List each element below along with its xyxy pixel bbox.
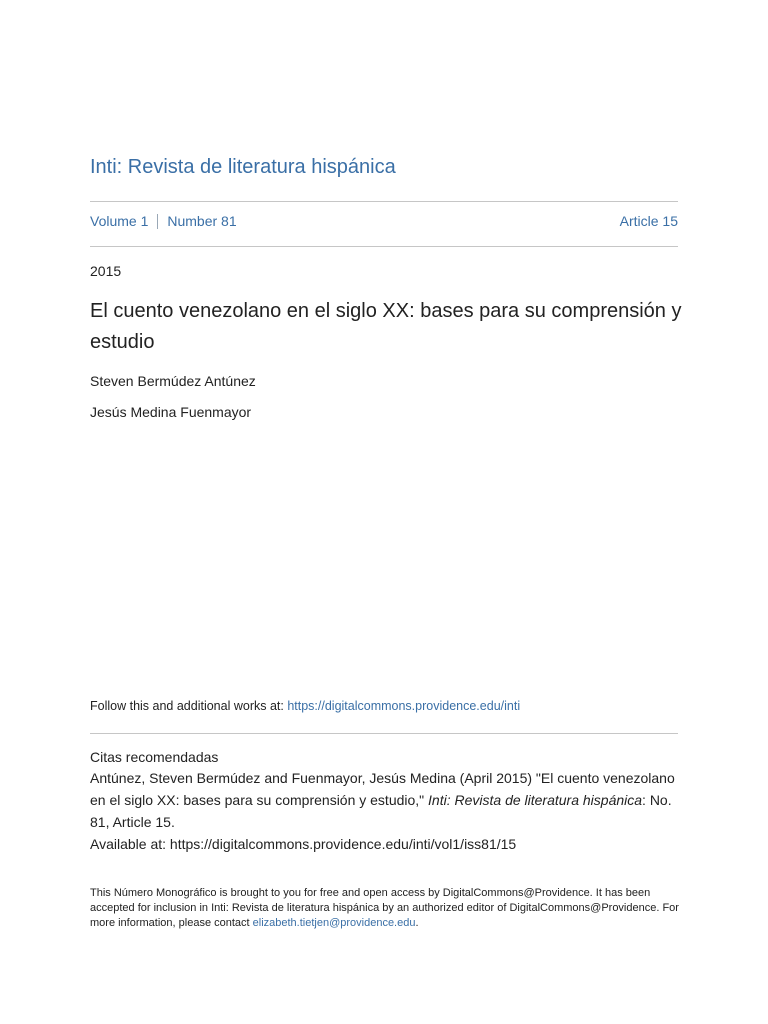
footer-text: This Número Monográfico is brought to you for free and open access by DigitalCommons@Providence. It has been accepted for inclusion in Inti: Revista de literatura hispánica by an authorized editor of DigitalCommons@Providence. For more information, please contact [90, 887, 679, 929]
journal-title-link[interactable]: Inti: Revista de literatura hispánica [90, 156, 396, 178]
paper-title: El cuento venezolano en el siglo XX: bases para su comprensión y estudio [90, 300, 682, 353]
footer-end: . [415, 917, 419, 929]
citation-tail: : No. 81, Article 15. [90, 792, 672, 830]
volume-link[interactable]: Volume 1 [90, 213, 149, 229]
author-1: Steven Bermúdez Antúnez [90, 373, 256, 389]
available-at: Available at: https://digitalcommons.providence.edu/inti/vol1/iss81/15 [90, 836, 517, 852]
number-link[interactable]: Number 81 [167, 213, 237, 229]
divider-top [90, 201, 678, 202]
contact-email-link[interactable]: elizabeth.tietjen@providence.edu [252, 917, 416, 929]
article-link[interactable]: Article 15 [619, 213, 678, 229]
divider-citation [90, 733, 678, 734]
citation-heading: Citas recomendadas [90, 749, 219, 765]
issue-nav [90, 213, 678, 229]
author-2: Jesús Medina Fuenmayor [90, 404, 252, 420]
divider-issue [90, 246, 678, 247]
citation-body: Antúnez, Steven Bermúdez and Fuenmayor, Jesús Medina (April 2015) "El cuento venezolano en el siglo XX: bases para su comprensión y estudio," [90, 770, 675, 808]
citation-text [90, 767, 680, 833]
separator [157, 214, 158, 229]
follow-link[interactable]: https://digitalcommons.providence.edu/inti [287, 699, 521, 713]
citation-journal: Inti: Revista de literatura hispánica [428, 792, 643, 808]
footer-notice [90, 886, 680, 931]
follow-line [90, 699, 520, 713]
publication-year: 2015 [90, 263, 122, 279]
follow-prefix: Follow this and additional works at: [90, 699, 288, 713]
